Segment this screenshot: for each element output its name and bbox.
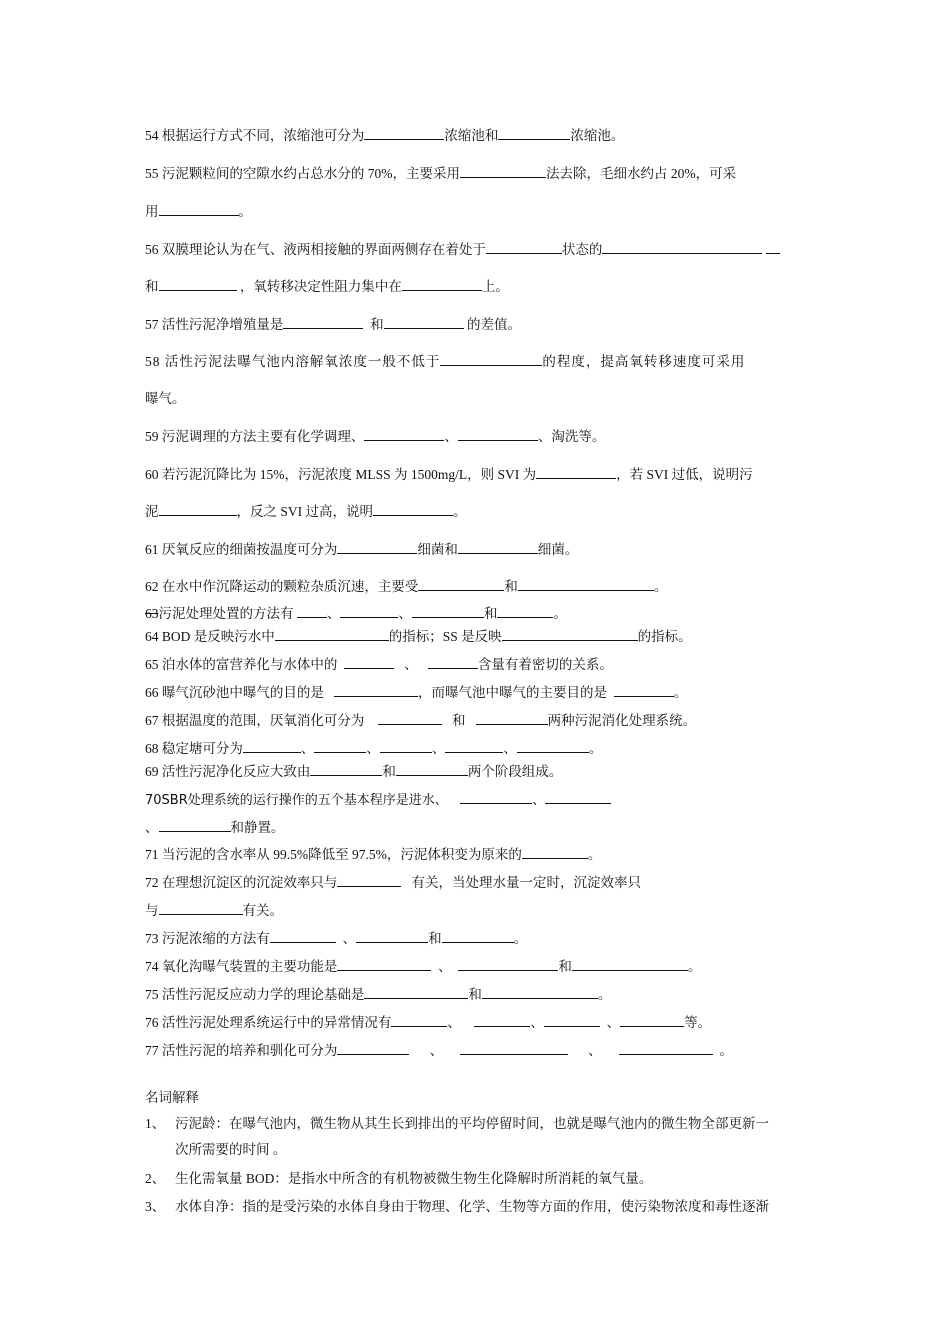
answer-blank[interactable] — [544, 1013, 600, 1027]
question-60-cont: 泥 ，反之 SVI 过高，说明 。 — [145, 504, 467, 519]
definition-1: 1、 污泥龄：在曝气池内，微生物从其生长到排出的平均停留时间，也就是曝气池内的微生物全部更新一 次所需要的时间 。 — [145, 1116, 769, 1157]
question-54: 54 根据运行方式不同，浓缩池可分为 浓缩池和 浓缩池。 — [145, 128, 625, 143]
answer-blank[interactable] — [364, 126, 444, 140]
answer-blank[interactable] — [337, 873, 401, 887]
answer-blank[interactable] — [614, 683, 674, 697]
question-69: 69 活性污泥净化反应大致由 和 两个阶段组成。 — [145, 764, 563, 779]
question-55-cont: 用 。 — [145, 204, 252, 219]
question-75: 75 活性污泥反应动力学的理论基础是 和 。 — [145, 987, 612, 1002]
answer-blank[interactable] — [445, 739, 503, 753]
answer-blank[interactable] — [391, 1013, 447, 1027]
question-59: 59 污泥调理的方法主要有化学调理、 、 、淘洗等。 — [145, 429, 606, 444]
question-70-cont: 、 和静置。 — [145, 820, 285, 835]
answer-blank[interactable] — [243, 739, 301, 753]
answer-blank[interactable] — [337, 957, 431, 971]
answer-blank[interactable] — [384, 315, 464, 329]
answer-blank[interactable] — [458, 427, 538, 441]
answer-blank[interactable] — [428, 655, 478, 669]
question-57: 57 活性污泥净增殖量是 和 的差值。 — [145, 317, 521, 332]
answer-blank[interactable] — [572, 957, 688, 971]
question-67: 67 根据温度的范围，厌氧消化可分为 和 两种污泥消化处理系统。 — [145, 713, 697, 728]
answer-blank[interactable] — [460, 164, 546, 178]
answer-blank[interactable] — [545, 790, 611, 804]
question-71: 71 当污泥的含水率从 99.5%降低至 97.5%，污泥体积变为原来的 。 — [145, 847, 602, 862]
answer-blank[interactable] — [364, 985, 468, 999]
question-76: 76 活性污泥处理系统运行中的异常情况有 、 、 、 等。 — [145, 1015, 712, 1030]
question-72-cont: 与 有关。 — [145, 903, 283, 918]
answer-blank[interactable] — [460, 790, 532, 804]
answer-blank[interactable] — [373, 502, 453, 516]
answer-blank[interactable] — [356, 929, 428, 943]
question-text: 54 根据运行方式不同，浓缩池可分为 — [145, 128, 365, 143]
answer-blank[interactable] — [314, 739, 366, 753]
answer-blank[interactable] — [517, 739, 589, 753]
question-56-cont: 和 ，氧转移决定性阻力集中在 上。 — [145, 279, 509, 294]
answer-blank[interactable] — [344, 655, 394, 669]
answer-blank[interactable] — [474, 1013, 530, 1027]
answer-blank[interactable] — [270, 929, 336, 943]
answer-blank[interactable] — [310, 762, 382, 776]
answer-blank[interactable] — [159, 502, 237, 516]
answer-blank[interactable] — [620, 1013, 684, 1027]
answer-blank[interactable] — [458, 957, 558, 971]
answer-blank[interactable] — [536, 465, 616, 479]
answer-blank[interactable] — [159, 818, 231, 832]
question-58-cont: 曝气。 — [145, 391, 186, 406]
section-title: 名词解释 — [145, 1090, 199, 1105]
question-62: 62 在水中作沉降运动的颗粒杂质沉速，主要受 和 。 — [145, 579, 668, 594]
answer-blank[interactable] — [502, 627, 638, 641]
answer-blank[interactable] — [364, 427, 444, 441]
answer-blank[interactable] — [297, 604, 327, 618]
answer-blank[interactable] — [340, 604, 398, 618]
question-56: 56 双膜理论认为在气、液两相接触的界面两侧存在着处于 状态的 — [145, 240, 780, 259]
question-61: 61 厌氧反应的细菌按温度可分为 细菌和 细菌。 — [145, 542, 579, 557]
question-64: 64 BOD 是反映污水中 的指标；SS 是反映 的指标。 — [145, 629, 692, 644]
answer-blank[interactable] — [396, 762, 468, 776]
answer-blank[interactable] — [619, 1041, 713, 1055]
answer-blank[interactable] — [337, 540, 417, 554]
answer-blank[interactable] — [440, 352, 542, 366]
answer-blank[interactable] — [482, 985, 598, 999]
answer-blank[interactable] — [337, 1041, 409, 1055]
answer-blank[interactable] — [476, 711, 548, 725]
question-72: 72 在理想沉淀区的沉淀效率只与 有关，当处理水量一定时，沉淀效率只 — [145, 875, 641, 890]
answer-blank[interactable] — [378, 711, 442, 725]
answer-blank[interactable] — [518, 577, 654, 591]
answer-blank[interactable] — [418, 577, 504, 591]
answer-blank[interactable] — [497, 604, 553, 618]
answer-blank[interactable] — [522, 845, 588, 859]
answer-blank[interactable] — [283, 315, 363, 329]
answer-blank[interactable] — [486, 240, 562, 254]
answer-blank[interactable] — [334, 683, 418, 697]
answer-blank[interactable] — [458, 540, 538, 554]
answer-blank[interactable] — [159, 277, 237, 291]
answer-blank[interactable] — [498, 126, 570, 140]
question-55: 55 污泥颗粒间的空隙水约占总水分的 70%，主要采用 法去除，毛细水约占 20%，可采 — [145, 166, 737, 181]
answer-blank[interactable] — [275, 627, 389, 641]
answer-blank[interactable] — [159, 901, 243, 915]
question-70: 70SBR处理系统的运行操作的五个基本程序是进水、 、 — [145, 790, 611, 810]
answer-blank[interactable] — [380, 739, 432, 753]
question-60: 60 若污泥沉降比为 15%，污泥浓度 MLSS 为 1500mg/L，则 SVI 为 ，若 SVI 过低，说明污 — [145, 467, 753, 482]
definition-3: 3、 水体自净：指的是受污染的水体自身由于物理、化学、生物等方面的作用，使污染物浓度和毒性逐渐 — [145, 1199, 769, 1214]
answer-blank[interactable] — [159, 202, 239, 216]
question-66: 66 曝气沉砂池中曝气的目的是 ，而曝气池中曝气的主要目的是 。 — [145, 685, 688, 700]
answer-blank[interactable] — [412, 604, 484, 618]
answer-blank[interactable] — [602, 240, 762, 254]
answer-blank[interactable] — [442, 929, 514, 943]
question-68: 68 稳定塘可分为 、 、 、 、 。 — [145, 741, 603, 756]
answer-blank[interactable] — [460, 1041, 568, 1055]
definition-2: 2、 生化需氧量 BOD：是指水中所含的有机物被微生物生化降解时所消耗的氧气量。 — [145, 1171, 653, 1186]
question-58: 58 活性污泥法曝气池内溶解氧浓度一般不低于 的程度，提高氧转移速度可采用 — [145, 354, 746, 369]
question-73: 73 污泥浓缩的方法有 、 和 。 — [145, 931, 528, 946]
answer-blank[interactable] — [402, 277, 482, 291]
question-77: 77 活性污泥的培养和驯化可分为 、 、 。 — [145, 1043, 733, 1058]
question-65: 65 泊水体的富营养化与水体中的 、 含量有着密切的关系。 — [145, 657, 613, 672]
question-74: 74 氧化沟曝气装置的主要功能是 、 和 。 — [145, 959, 702, 974]
question-63: 63污泥处理处置的方法有 、 、 和 。 — [145, 606, 567, 621]
